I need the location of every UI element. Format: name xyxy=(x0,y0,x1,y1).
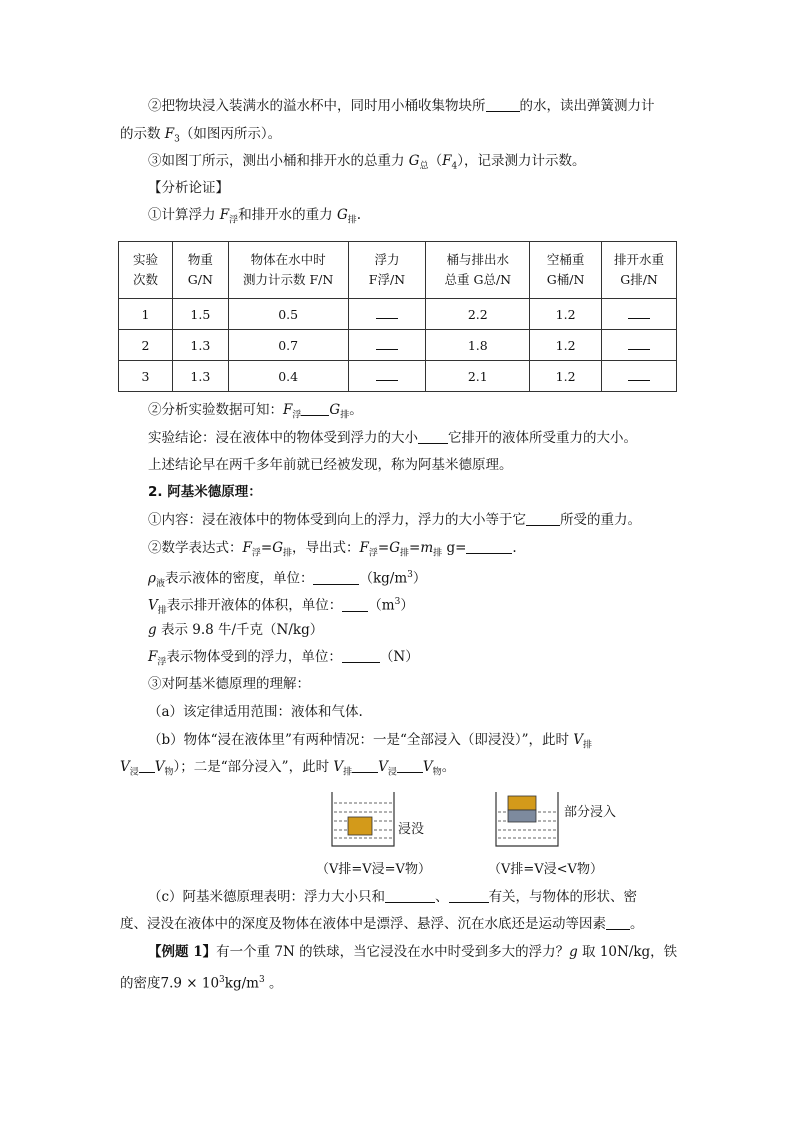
experiment-table xyxy=(118,241,677,392)
text-line: $\rho_液$表示液体的密度，单位： $(kg/m^3)$ xyxy=(148,570,427,590)
table-header: 浮力 F浮/N xyxy=(348,242,426,299)
text-line: 【例题 1】有一个重 7N 的铁球，当它浸没在水中时受到多大的浮力？g 取 10N/kg，铁 xyxy=(148,944,678,960)
figure-label-partial: 部分浸入 xyxy=(564,805,617,820)
section-heading: 【分析论证】 xyxy=(148,180,229,196)
fill-blank[interactable] xyxy=(385,888,435,903)
text-line: ②数学表达式：$F_浮=G_排$，导出式：$F_浮=G_排=m_排$ g= . xyxy=(148,540,517,559)
beaker-immersed-figure xyxy=(328,790,398,848)
block-above-water xyxy=(508,796,536,810)
section-heading: 2. 阿基米德原理： xyxy=(148,484,262,500)
table-blank-cell[interactable] xyxy=(602,299,677,330)
table-header: 物体在水中时 测力计示数 F/N xyxy=(228,242,348,299)
table-row: 2 1.3 0.7 1.8 1.2 xyxy=(119,330,677,361)
figure-caption-partial: （V排=V浸<V物） xyxy=(488,862,603,877)
table-blank-cell[interactable] xyxy=(348,299,426,330)
text-line: 的示数 $F_3$（如图丙所示）。 xyxy=(120,126,282,145)
text-line: （b）物体“浸在液体里”有两种情况：一是“全部浸入（即浸没）”，此时 $V_排$ xyxy=(148,732,593,751)
fill-blank[interactable] xyxy=(526,511,560,526)
fill-blank[interactable] xyxy=(449,888,489,903)
table-header: 物重 G/N xyxy=(172,242,228,299)
table-row: 1 1.5 0.5 2.2 1.2 xyxy=(119,299,677,330)
text-line: （c）阿基米德原理表明：浮力大小只和 、 有关，与物体的形状、密 xyxy=(148,889,638,905)
fill-blank[interactable] xyxy=(486,97,520,112)
table-blank-cell[interactable] xyxy=(348,361,426,392)
text-line: $V_排$表示排开液体的体积，单位： $(m^3)$ xyxy=(148,597,414,617)
text-line: ①内容：浸在液体中的物体受到向上的浮力，浮力的大小等于它 所受的重力。 xyxy=(148,512,641,528)
table-row: 3 1.3 0.4 2.1 1.2 xyxy=(119,361,677,392)
fill-blank[interactable] xyxy=(342,648,380,663)
table-blank-cell[interactable] xyxy=(348,330,426,361)
example-label: 【例题 1】 xyxy=(148,944,217,960)
fill-blank[interactable] xyxy=(301,401,329,416)
text-line: ③如图丁所示，测出小桶和排开水的总重力 $G_总(F_4)$，记录测力计示数。 xyxy=(148,153,586,172)
table-blank-cell[interactable] xyxy=(602,361,677,392)
text-line: ①计算浮力 $F_浮$和排开水的重力 $G_排$. xyxy=(148,207,362,226)
text-line: 度、浸没在液体中的深度及物体在液体中是漂浮、悬浮、沉在水底还是运动等因素 。 xyxy=(120,916,644,932)
text-line: 的密度$7.9 \times 10^3kg/m^3$ 。 xyxy=(120,975,283,992)
table-header: 空桶重 G桶/N xyxy=(530,242,602,299)
text-line: ②分析实验数据可知：$F_浮$ $G_排$。 xyxy=(148,402,363,421)
fill-blank[interactable] xyxy=(397,758,423,773)
figure-label-immersed: 浸没 xyxy=(398,822,425,837)
table-header: 桶与排出水 总重 G总/N xyxy=(426,242,530,299)
fill-blank[interactable] xyxy=(606,915,630,930)
fill-blank[interactable] xyxy=(352,758,378,773)
fill-blank[interactable] xyxy=(313,570,359,585)
text-line: （a）该定律适用范围：液体和气体. xyxy=(148,704,363,720)
figure-caption-immersed: （V排=V浸=V物） xyxy=(316,862,431,877)
text-line: 上述结论早在两千多年前就已经被发现，称为阿基米德原理。 xyxy=(148,457,513,473)
fill-blank[interactable] xyxy=(418,429,448,444)
fill-blank[interactable] xyxy=(139,758,155,773)
table-header: 实验 次数 xyxy=(119,242,173,299)
fill-blank[interactable] xyxy=(342,597,368,612)
text-line: ②把物块浸入装满水的溢水杯中，同时用小桶收集物块所 的水，读出弹簧测力计 xyxy=(148,98,655,114)
text-line: $F_浮$表示物体受到的浮力，单位： （N） xyxy=(148,649,419,668)
text-line: g 表示 9.8 牛/千克（N/kg） xyxy=(148,622,324,638)
beaker-partial-figure xyxy=(492,790,562,848)
block-below-water xyxy=(508,810,536,822)
table-header-row xyxy=(119,242,677,299)
immersed-block xyxy=(348,817,372,835)
text-line: 实验结论：浸在液体中的物体受到浮力的大小 它排开的液体所受重力的大小。 xyxy=(148,430,637,446)
text-line: ③对阿基米德原理的理解： xyxy=(148,676,310,692)
fill-blank[interactable] xyxy=(466,539,512,554)
table-header: 排开水重 G排/N xyxy=(602,242,677,299)
text-line: $V_浸$ $V_物$）；二是“部分浸入”，此时 $V_排$ $V_浸$ $V_物$。 xyxy=(120,759,456,778)
table-blank-cell[interactable] xyxy=(602,330,677,361)
